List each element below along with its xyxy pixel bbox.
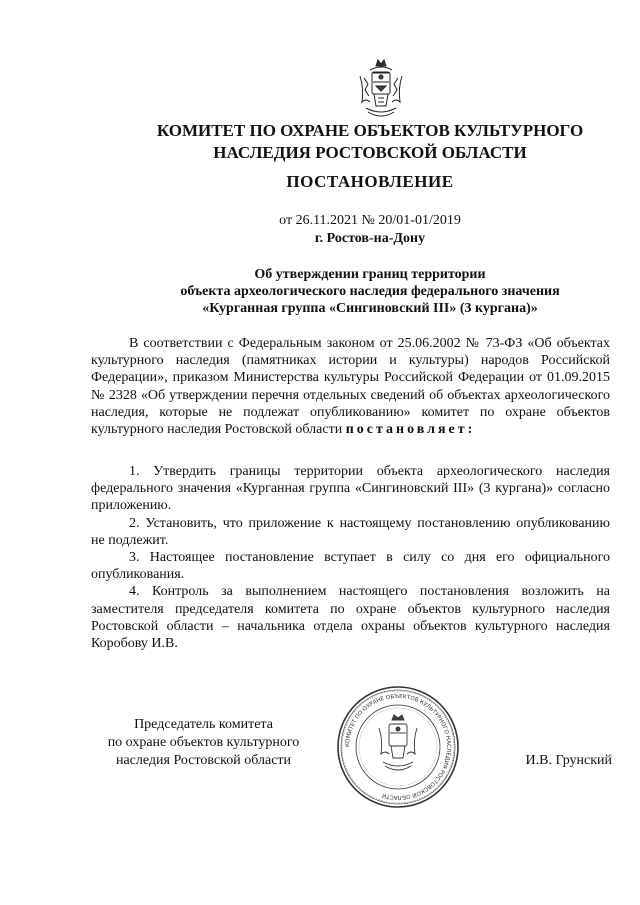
preamble-text: В соответствии с Федеральным законом от 25.06.2002 № 73-ФЗ «Об объектах культурного наследия (памятниках истории и культуры) народов Российской Федерации», приказом Министерства культуры Российской Федерации от 01.09.2015 № 2328 «Об утверждении перечня отдельных сведений об объектах археологического наследия, которые не подлежат опубликованию» комитет по охране объектов культурного наследия Ростовской области bbox=[91, 336, 610, 438]
signatory-title-line1: Председатель комитета bbox=[134, 717, 273, 732]
signatory-title-line3: наследия Ростовской области bbox=[115, 753, 292, 768]
resolution-items bbox=[91, 463, 610, 652]
document-type: ПОСТАНОВЛЕНИЕ bbox=[286, 172, 454, 191]
resolution-item-1: 1. Утвердить границы территории объекта археологического наследия федерального значения «Курганная группа «Сингиновский III» (3 кургана)» согласно приложению. bbox=[91, 464, 610, 514]
resolution-item-2: 2. Установить, что приложение к настоящему постановлению опубликованию не подлежит. bbox=[91, 515, 610, 548]
subject-line3: «Курганная группа «Сингиновский III» (3 кургана)» bbox=[202, 301, 538, 316]
official-seal-stamp bbox=[335, 684, 461, 810]
subject-line1: Об утверждении границ территории bbox=[254, 267, 486, 282]
signatory-title-line2: по охране объектов культурного bbox=[107, 735, 300, 750]
coat-of-arms-emblem-icon bbox=[356, 58, 406, 122]
document-city: г. Ростов-на-Дону bbox=[314, 231, 426, 246]
resolution-item-3: 3. Настоящее постановление вступает в силу со дня его официального опубликования. bbox=[91, 550, 610, 583]
organization-name-line1: КОМИТЕТ ПО ОХРАНЕ ОБЪЕКТОВ КУЛЬТУРНОГО bbox=[156, 121, 584, 140]
resolution-item-4: 4. Контроль за выполнением настоящего постановления возложить на заместителя председателя комитета по охране объектов культурного наследия Ростовской области – начальника отдела охраны объектов культурного наследия Коробову И.В. bbox=[91, 584, 610, 652]
subject-line2: объекта археологического наследия федерального значения bbox=[180, 284, 560, 299]
signatory-name: И.В. Грунский bbox=[525, 753, 612, 768]
signatory-title bbox=[91, 716, 316, 770]
seal-ring-text: КОМИТЕТ ПО ОХРАНЕ ОБЪЕКТОВ КУЛЬТУРНОГО НАСЛЕДИЯ РОСТОВСКОЙ ОБЛАСТИ bbox=[344, 693, 452, 801]
svg-text:КОМИТЕТ ПО ОХРАНЕ ОБЪЕКТОВ КУЛ bbox=[345, 694, 451, 800]
document-date-number: от 26.11.2021 № 20/01-01/2019 bbox=[279, 213, 461, 228]
document-subject bbox=[100, 266, 640, 317]
resolves-word: постановляет: bbox=[345, 422, 476, 438]
preamble-paragraph bbox=[91, 335, 610, 438]
organization-name-line2: НАСЛЕДИЯ РОСТОВСКОЙ ОБЛАСТИ bbox=[213, 143, 527, 162]
seal-emblem-icon bbox=[379, 715, 417, 770]
organization-name bbox=[100, 120, 640, 164]
